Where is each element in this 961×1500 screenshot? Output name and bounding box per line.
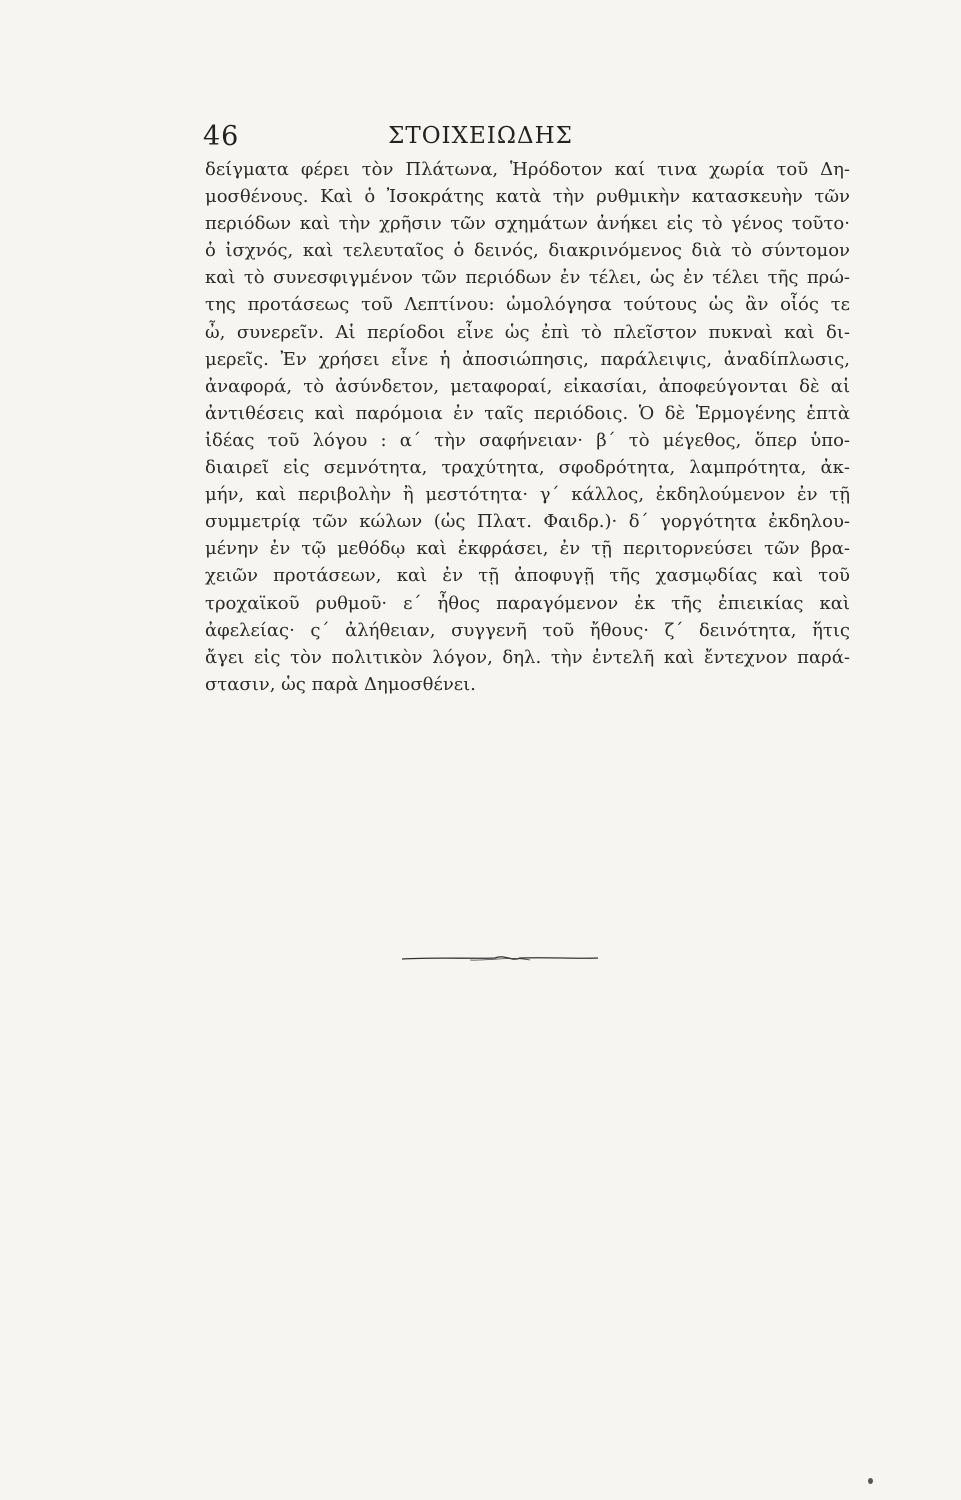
text-line: ὁ ἰσχνός, καὶ τελευταῖος ὁ δεινός, διακρινόμενος διὰ τὸ σύντομον [205,240,850,262]
text-line: μοσθένους. Καὶ ὁ Ἰσοκράτης κατὰ τὴν ρυθμικὴν κατασκευὴν τῶν [205,186,850,208]
text-line: ἄγει εἰς τὸν πολιτικὸν λόγον, δηλ. τὴν ἐντελῆ καὶ ἔντεχνον παρά- [205,646,850,668]
text-line: ἀντιθέσεις καὶ παρόμοια ἐν ταῖς περιόδοις. Ὁ δὲ Ἑρμογένης ἑπτὰ [205,402,850,424]
text-line: συμμετρίᾳ τῶν κώλων (ὡς Πλατ. Φαιδρ.)· δ΄ γοργότητα ἐκδηλου- [205,511,850,533]
text-line: χειῶν προτάσεων, καὶ ἐν τῇ ἀποφυγῇ τῆς χασμῳδίας καὶ τοῦ [205,565,850,587]
page-number: 46 [203,121,240,152]
text-line: τροχαϊκοῦ ρυθμοῦ· ε΄ ἦθος παραγόμενον ἐκ τῆς ἐπιεικίας καὶ [205,592,850,614]
text-line: της προτάσεως τοῦ Λεπτίνου: ὡμολόγησα τούτους ὡς ἂν οἷός τε [205,294,850,316]
text-line: ὦ, συνερεῖν. Αἱ περίοδοι εἶνε ὡς ἐπὶ τὸ πλεῖστον πυκναὶ καὶ δι- [205,321,850,343]
text-line: περιόδων καὶ τὴν χρῆσιν τῶν σχημάτων ἀνήκει εἰς τὸ γένος τοῦτο· [205,213,850,235]
text-line: μερεῖς. Ἐν χρήσει εἶνε ἡ ἀποσιώπησις, παράλειψις, ἀναδίπλωσις, [205,348,850,370]
paper-speck [868,1478,873,1484]
text-line-last: στασιν, ὡς παρὰ Δημοσθένει. [205,673,476,695]
text-line: ἀναφορά, τὸ ἀσύνδετον, μεταφοραί, εἰκασίαι, ἀποφεύγονται δὲ αἱ [205,375,850,397]
text-line: διαιρεῖ εἰς σεμνότητα, τραχύτητα, σφοδρότητα, λαμπρότητα, ἀκ- [205,457,850,479]
text-line: μήν, καὶ περιβολὴν ἢ μεστότητα· γ΄ κάλλος, ἐκδηλούμενον ἐν τῇ [205,484,850,506]
text-line: ἰδέας τοῦ λόγου : α΄ τὴν σαφήνειαν· β΄ τὸ μέγεθος, ὅπερ ὑπο- [205,429,850,451]
body-text [205,156,850,698]
running-title: ΣΤΟΙΧΕΙΩΔΗΣ [388,123,573,149]
text-line: δείγματα φέρει τὸν Πλάτωνα, Ἡρόδοτον καί τινα χωρία τοῦ Δη- [205,159,850,180]
text-line: μένην ἐν τῷ μεθόδῳ καὶ ἐκφράσει, ἐν τῇ περιτορνεύσει τῶν βρα- [205,538,850,560]
decorative-rule-ornament [400,952,600,964]
text-line: ἀφελείας· ς΄ ἀλήθειαν, συγγενῆ τοῦ ἤθους· ζ΄ δεινότητα, ἥτις [205,619,850,641]
text-line: καὶ τὸ συνεσφιγμένον τῶν περιόδων ἐν τέλει, ὡς ἐν τέλει τῆς πρώ- [205,267,850,289]
